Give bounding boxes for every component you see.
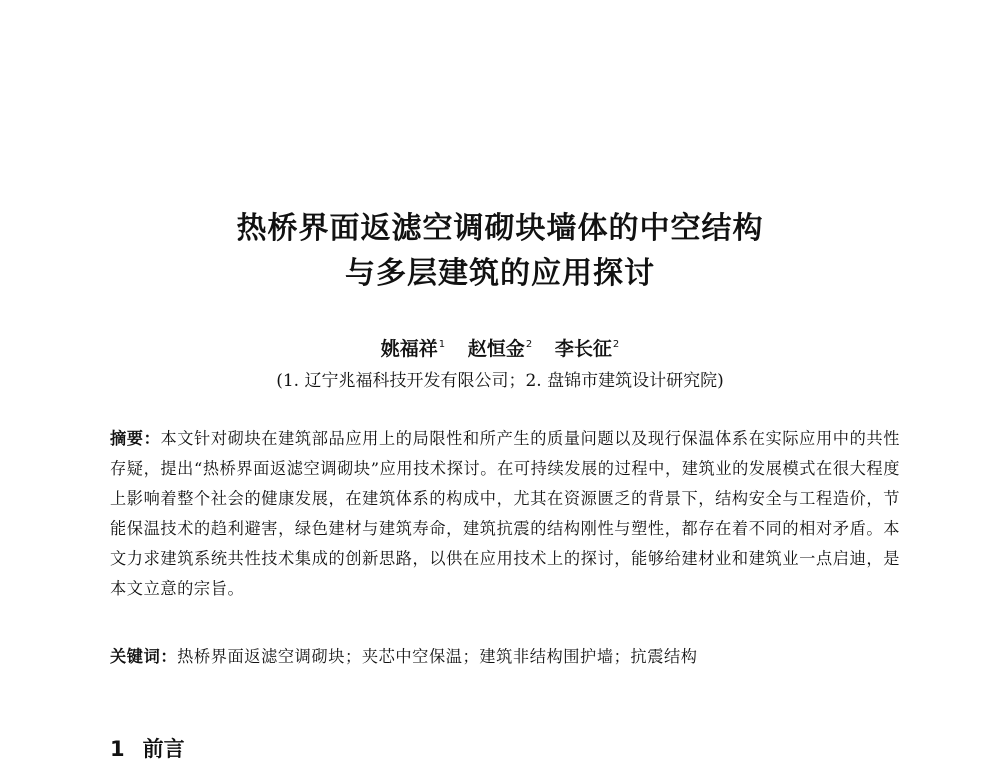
abstract-label: 摘要：: [110, 429, 161, 448]
author-3: [555, 338, 619, 360]
section-title: 前言: [142, 737, 185, 761]
author-1: [381, 338, 445, 360]
section-number: 1: [110, 737, 125, 761]
paper-title-line-1: 热桥界面返滤空调砌块墙体的中空结构: [236, 211, 764, 246]
abstract: [110, 424, 900, 604]
keywords-text: 热桥界面返滤空调砌块；夹芯中空保温；建筑非结构围护墙；抗震结构: [177, 647, 698, 666]
affiliation-marker: 2: [525, 339, 533, 350]
affiliation-marker: 1: [438, 339, 446, 350]
affiliations: (1. 辽宁兆福科技开发有限公司；2. 盘锦市建筑设计研究院): [276, 371, 724, 391]
paper-title-line-2: 与多层建筑的应用探讨: [345, 256, 655, 291]
keywords-label: 关键词：: [110, 647, 178, 666]
section-heading: [110, 733, 185, 763]
author-name: 李长征: [554, 338, 612, 360]
keywords: [110, 643, 900, 667]
author-name: 姚福祥: [380, 338, 438, 360]
affiliation-marker: 2: [612, 339, 620, 350]
author-2: [468, 338, 532, 360]
abstract-text: 本文针对砌块在建筑部品应用上的局限性和所产生的质量问题以及现行保温体系在实际应用中的共性存疑，提出“热桥界面返滤空调砌块”应用技术探讨。在可持续发展的过程中，建筑业的发展模式在很大程度上影响着整个社会的健康发展，在建筑体系的构成中，尤其在资源匮乏的背景下，结构安全与工程造价，节能保温技术的趋利避害，绿色建材与建筑寿命，建筑抗震的结构刚性与塑性，都存在着不同的相对矛盾。本文力求建筑系统共性技术集成的创新思路，以供在应用技术上的探讨，能够给建材业和建筑业一点启迪，是本文立意的宗旨。: [110, 429, 900, 598]
author-name: 赵恒金: [467, 338, 525, 360]
author-list: [0, 334, 1000, 361]
